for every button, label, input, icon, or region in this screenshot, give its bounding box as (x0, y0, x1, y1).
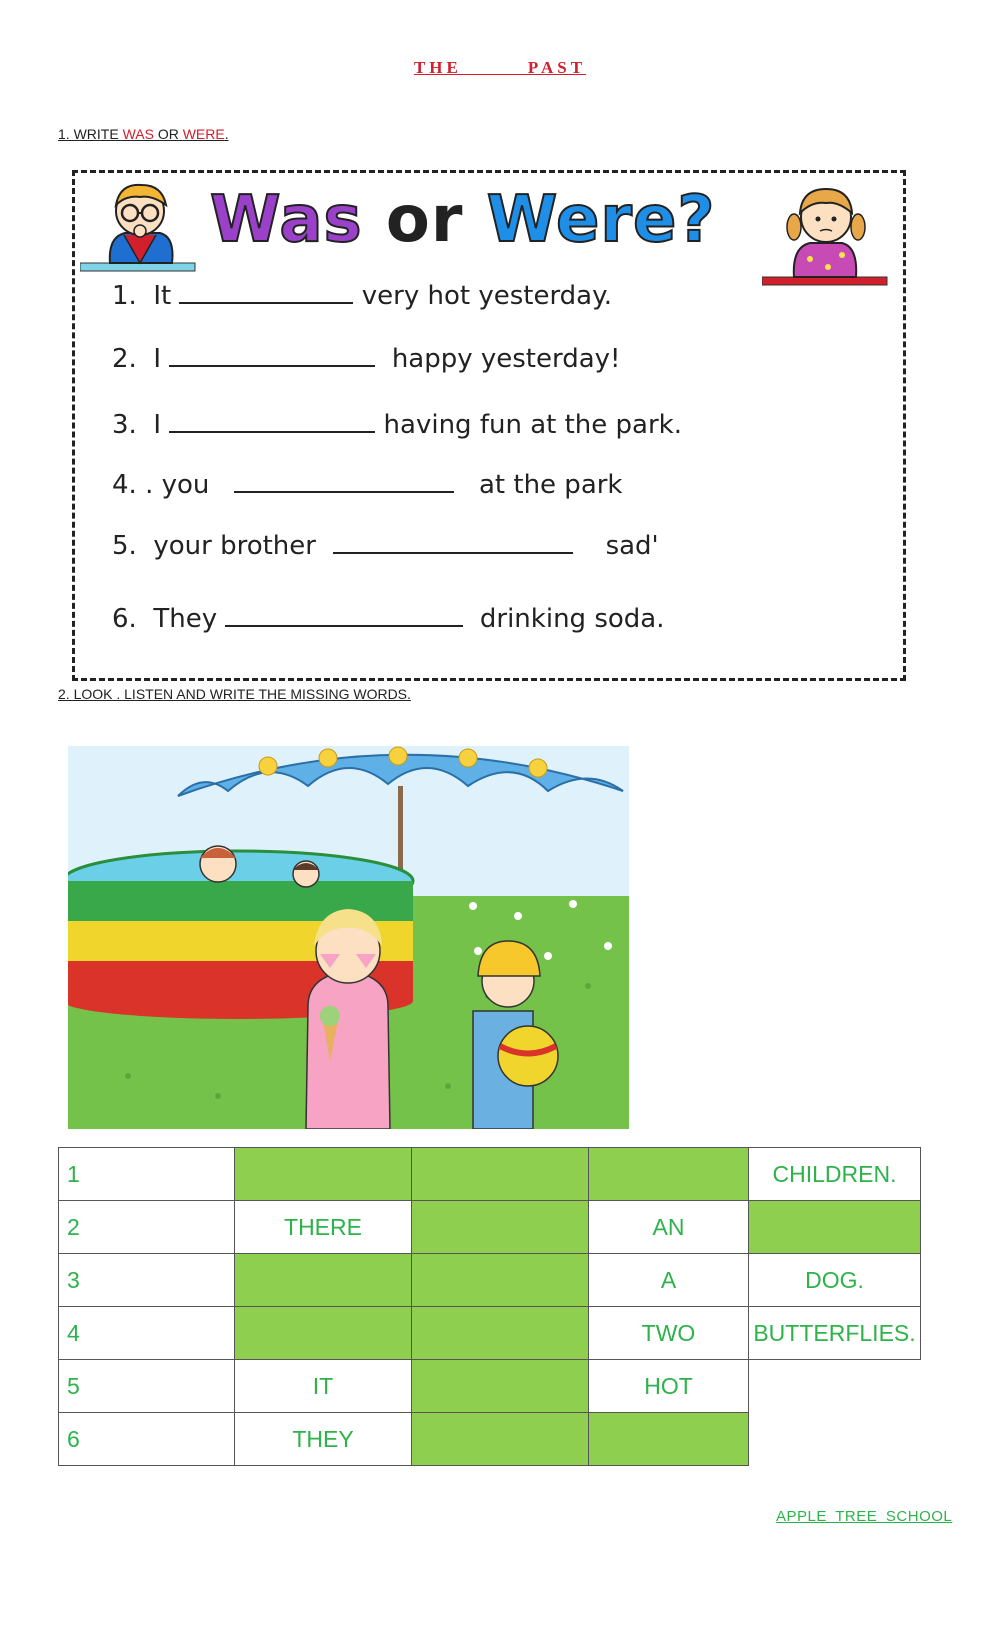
answer-blank[interactable] (169, 431, 375, 433)
word-cell: THEY (235, 1413, 412, 1466)
answer-cell[interactable] (235, 1254, 412, 1307)
heading-prefix: 1. WRITE (58, 126, 123, 142)
heading-were: WERE (182, 126, 225, 142)
answer-cell[interactable] (749, 1201, 921, 1254)
row-number: 5 (59, 1360, 235, 1413)
answer-cell[interactable] (412, 1148, 589, 1201)
answer-cell[interactable] (235, 1307, 412, 1360)
table-row (59, 1148, 921, 1201)
heading-suffix: . (224, 126, 229, 142)
exercise-item-2 (112, 344, 620, 374)
item-after: happy yesterday! (391, 344, 621, 374)
exercise-item-3 (112, 410, 682, 440)
heading-or: OR (153, 126, 183, 142)
answer-cell[interactable] (589, 1413, 749, 1466)
item-before: your brother (153, 531, 316, 561)
answer-blank[interactable] (225, 625, 463, 627)
logo-word-or: or (385, 183, 464, 257)
exercise-item-4 (112, 470, 623, 500)
logo-word-was: Was (210, 183, 363, 257)
table-row (59, 1254, 921, 1307)
section2-heading: 2. LOOK . LISTEN AND WRITE THE MISSING WORDS. (58, 686, 411, 702)
item-number: 6. (112, 604, 137, 634)
word-cell: TWO (589, 1307, 749, 1360)
missing-words-table (58, 1147, 921, 1466)
answer-cell[interactable] (235, 1148, 412, 1201)
word-cell: THERE (235, 1201, 412, 1254)
answer-blank[interactable] (179, 302, 353, 304)
answer-blank[interactable] (169, 365, 375, 367)
word-cell: AN (589, 1201, 749, 1254)
word-cell: A (589, 1254, 749, 1307)
table-row (59, 1360, 921, 1413)
row-number: 3 (59, 1254, 235, 1307)
word-cell: DOG. (749, 1254, 921, 1307)
table-row (59, 1413, 921, 1466)
item-before: I (153, 410, 162, 440)
item-after: having fun at the park. (383, 410, 682, 440)
item-after: sad' (605, 531, 659, 561)
row-number: 6 (59, 1413, 235, 1466)
exercise-item-6 (112, 604, 664, 634)
exercise-item-5 (112, 531, 659, 561)
answer-cell[interactable] (412, 1307, 589, 1360)
item-number: 4. (112, 470, 137, 500)
was-or-were-logo (210, 183, 716, 257)
row-number: 4 (59, 1307, 235, 1360)
word-cell: HOT (589, 1360, 749, 1413)
answer-blank[interactable] (333, 552, 573, 554)
section1-heading (58, 126, 229, 142)
row-number: 1 (59, 1148, 235, 1201)
table-row (59, 1201, 921, 1254)
item-number: 3. (112, 410, 137, 440)
word-cell: CHILDREN. (749, 1148, 921, 1201)
item-after: drinking soda. (479, 604, 665, 634)
word-cell: IT (235, 1360, 412, 1413)
exercise-item-1 (112, 281, 612, 311)
answer-cell[interactable] (412, 1413, 589, 1466)
pool-scene-illustration (68, 746, 629, 1129)
answer-cell[interactable] (412, 1360, 589, 1413)
boy-thinking-illustration (80, 175, 200, 275)
answer-cell[interactable] (589, 1148, 749, 1201)
answer-cell[interactable] (412, 1201, 589, 1254)
item-after: at the park (478, 470, 623, 500)
empty-cell (749, 1360, 921, 1413)
item-number: 5. (112, 531, 137, 561)
school-footer: APPLE TREE SCHOOL (776, 1508, 953, 1525)
table-row (59, 1307, 921, 1360)
answer-cell[interactable] (412, 1254, 589, 1307)
page-title: THE PAST (413, 58, 587, 77)
item-before: I (153, 344, 162, 374)
empty-cell (749, 1413, 921, 1466)
heading-was: WAS (122, 126, 154, 142)
answer-blank[interactable] (234, 491, 454, 493)
item-number: 1. (112, 281, 137, 311)
item-before: . you (145, 470, 210, 500)
item-number: 2. (112, 344, 137, 374)
logo-word-were: Were? (486, 183, 716, 257)
row-number: 2 (59, 1201, 235, 1254)
girl-thinking-illustration (762, 175, 892, 287)
item-after: very hot yesterday. (361, 281, 613, 311)
item-before: It (153, 281, 172, 311)
item-before: They (153, 604, 218, 634)
word-cell: BUTTERFLIES. (749, 1307, 921, 1360)
